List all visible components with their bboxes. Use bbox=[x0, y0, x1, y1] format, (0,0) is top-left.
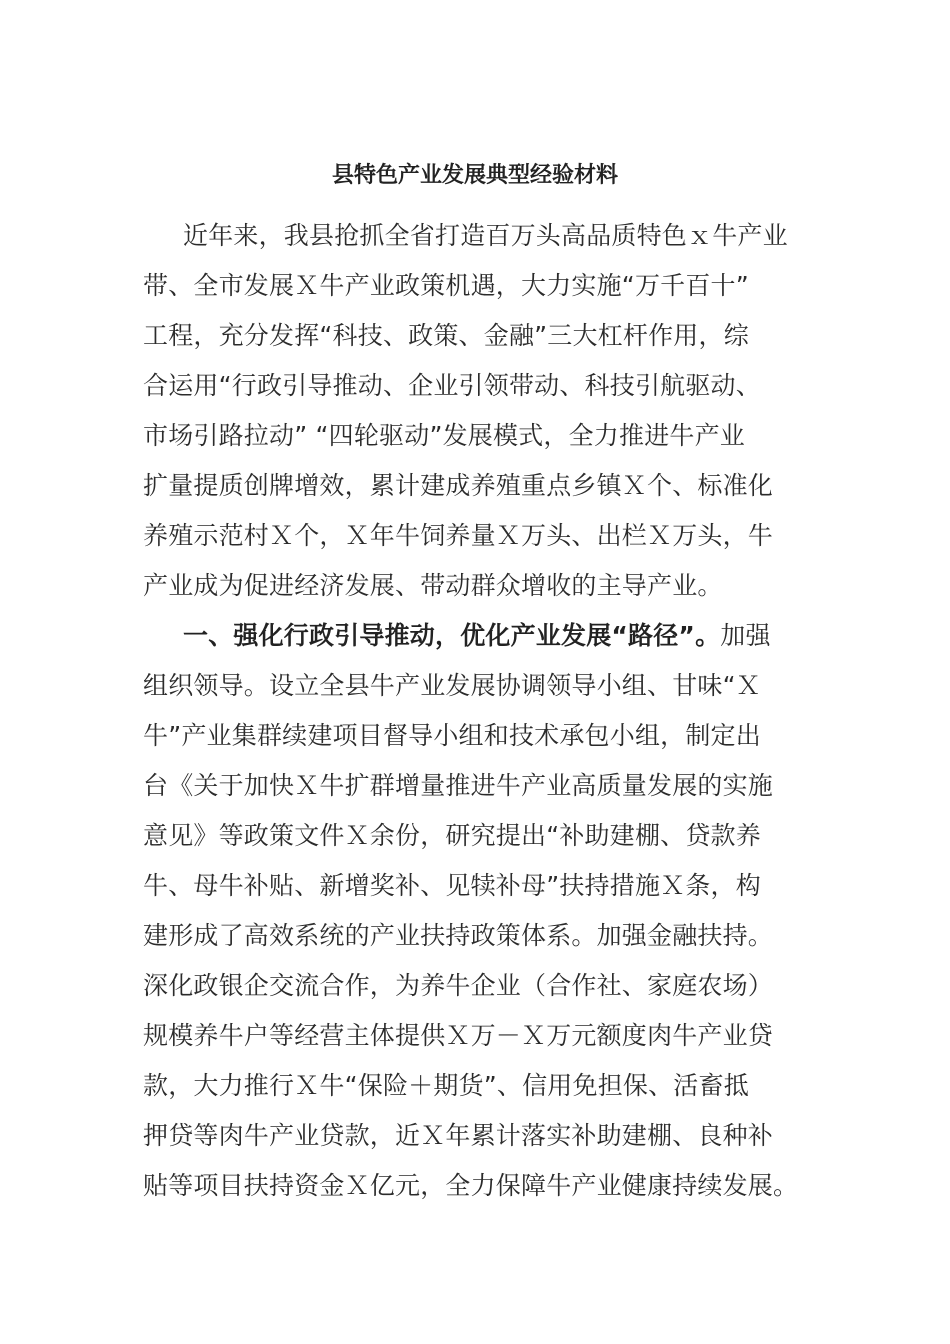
paragraph-line: 贴等项目扶持资金Ｘ亿元，全力保障牛产业健康持续发展。 bbox=[143, 1171, 799, 1200]
paragraph-line: 深化政银企交流合作，为养牛企业（合作社、家庭农场） bbox=[143, 971, 774, 1000]
section-1-first-line-rest: 加强 bbox=[720, 621, 771, 650]
paragraph-line: 工程，充分发挥“科技、政策、金融”三大杠杆作用，综 bbox=[143, 321, 749, 350]
paragraph-line: 牛、母牛补贴、新增奖补、见犊补母”扶持措施Ｘ条，构 bbox=[143, 871, 761, 900]
paragraph-line: 建形成了高效系统的产业扶持政策体系。加强金融扶持。 bbox=[143, 921, 774, 950]
paragraph-line: 带、全市发展Ｘ牛产业政策机遇，大力实施“万千百十” bbox=[143, 271, 749, 300]
paragraph-line: 产业成为促进经济发展、带动群众增收的主导产业。 bbox=[143, 571, 723, 600]
paragraph-line: 台《关于加快Ｘ牛扩群增量推进牛产业高质量发展的实施 bbox=[143, 771, 774, 800]
paragraph-line: 扩量提质创牌增效，累计建成养殖重点乡镇Ｘ个、标准化 bbox=[143, 471, 774, 500]
document-title: 县特色产业发展典型经验材料 bbox=[331, 163, 618, 188]
paragraph-line: 押贷等肉牛产业贷款，近Ｘ年累计落实补助建棚、良种补 bbox=[143, 1121, 774, 1150]
intro-paragraph bbox=[143, 211, 833, 611]
paragraph-line: 款，大力推行Ｘ牛“保险＋期货”、信用免担保、活畜抵 bbox=[143, 1071, 749, 1100]
section-1-first-line bbox=[143, 611, 833, 661]
paragraph-line: 牛”产业集群续建项目督导小组和技术承包小组，制定出 bbox=[143, 721, 761, 750]
section-1-heading: 一、强化行政引导推动，优化产业发展“路径”。 bbox=[183, 621, 721, 650]
section-1-paragraph bbox=[143, 611, 833, 1211]
paragraph-line: 规模养牛户等经营主体提供Ｘ万－Ｘ万元额度肉牛产业贷 bbox=[143, 1021, 774, 1050]
paragraph-line: 近年来，我县抢抓全省打造百万头高品质特色ｘ牛产业 bbox=[183, 221, 788, 250]
paragraph-line: 意见》等政策文件Ｘ余份，研究提出“补助建棚、贷款养 bbox=[143, 821, 761, 850]
paragraph-line: 养殖示范村Ｘ个，Ｘ年牛饲养量Ｘ万头、出栏Ｘ万头，牛 bbox=[143, 521, 774, 550]
paragraph-line: 市场引路拉动” “四轮驱动”发展模式，全力推进牛产业 bbox=[143, 421, 746, 450]
paragraph-line: 组织领导。设立全县牛产业发展协调领导小组、甘味“Ｘ bbox=[143, 671, 761, 700]
paragraph-line: 合运用“行政引导推动、企业引领带动、科技引航驱动、 bbox=[143, 371, 761, 400]
